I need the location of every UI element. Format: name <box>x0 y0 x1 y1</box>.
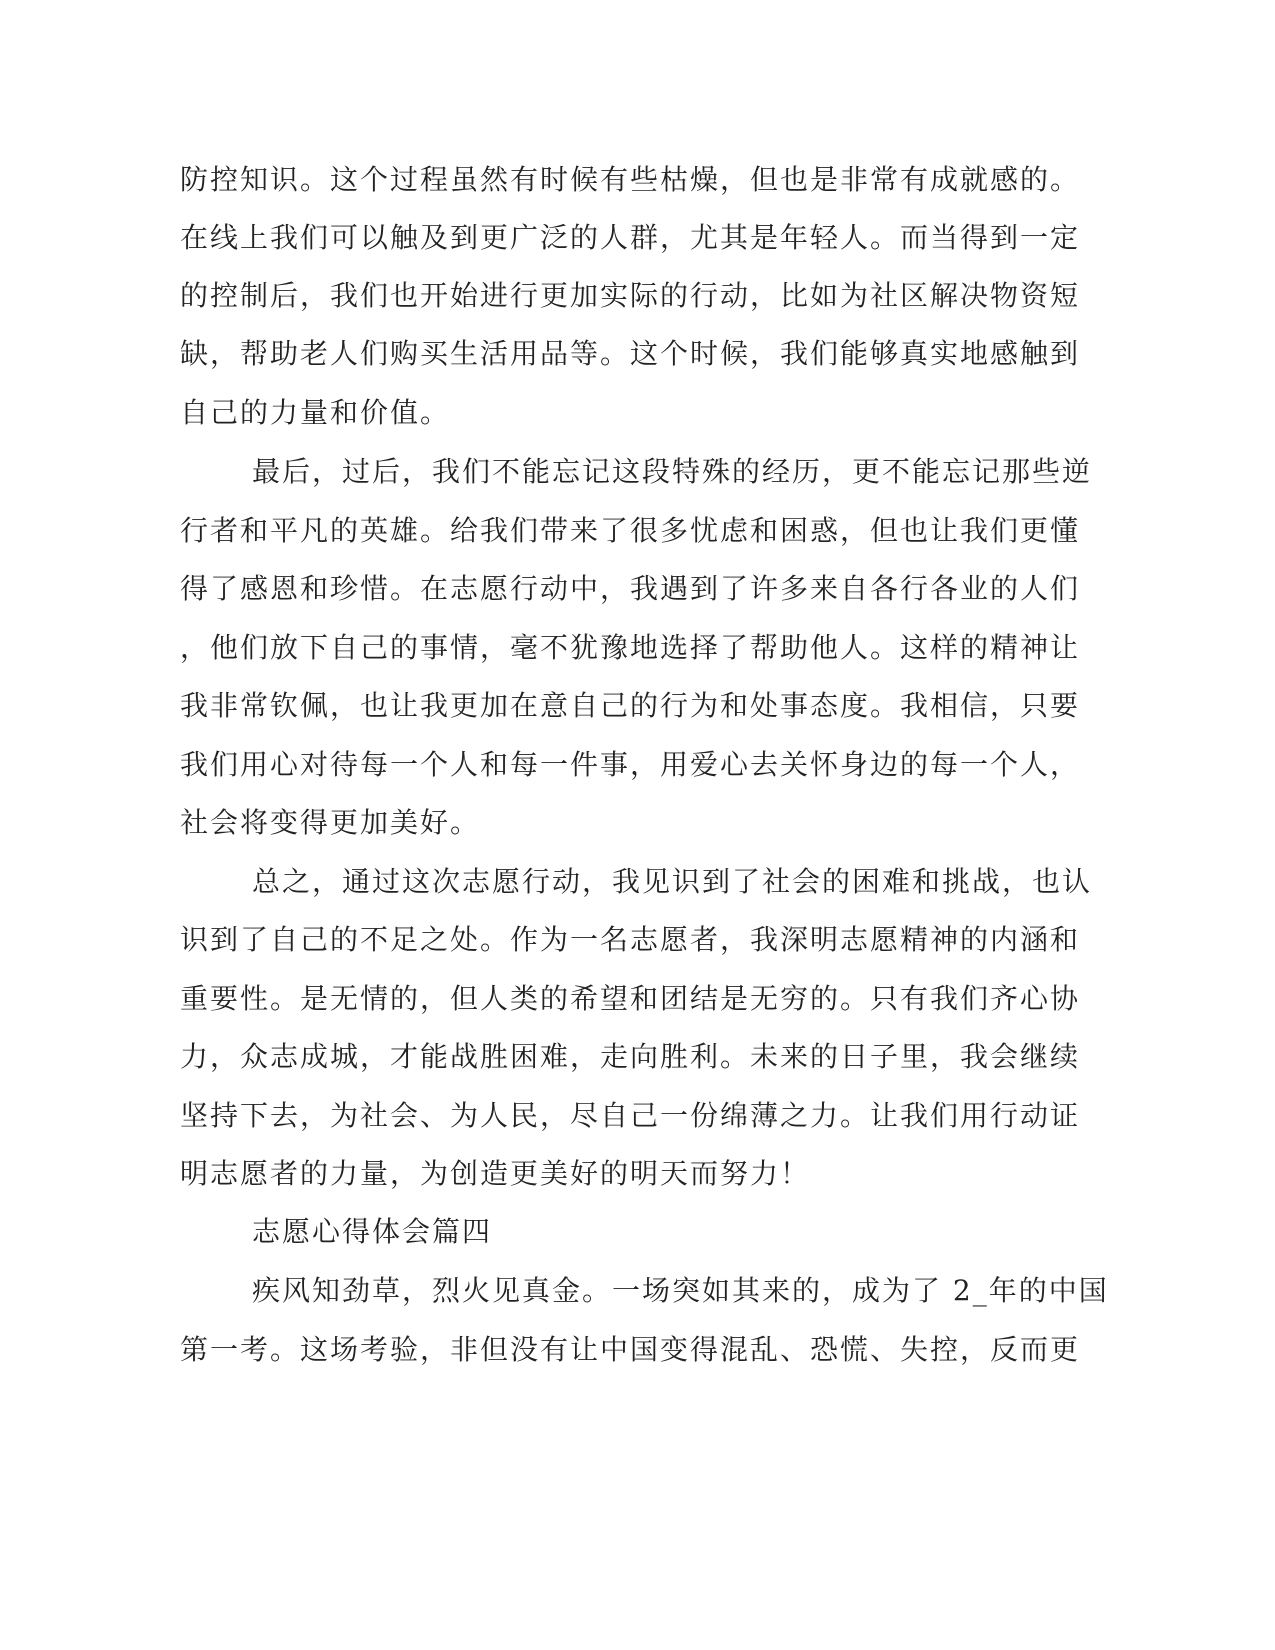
paragraph-line: ，他们放下自己的事情，毫不犹豫地选择了帮助他人。这样的精神让 <box>180 631 1081 664</box>
paragraph-line: 社会将变得更加美好。 <box>180 806 481 839</box>
paragraph-line: 坚持下去，为社会、为人民，尽自己一份绵薄之力。让我们用行动证 <box>180 1099 1081 1132</box>
paragraph-line: 得了感恩和珍惜。在志愿行动中，我遇到了许多来自各行各业的人们 <box>180 572 1081 605</box>
paragraph-line: 我们用心对待每一个人和每一件事，用爱心去关怀身边的每一个人， <box>180 748 1081 781</box>
paragraph-line: 自己的力量和价值。 <box>180 396 451 429</box>
paragraph-line: 缺，帮助老人们购买生活用品等。这个时候，我们能够真实地感触到 <box>180 337 1081 370</box>
paragraph-line: 明志愿者的力量，为创造更美好的明天而努力！ <box>180 1157 811 1190</box>
paragraph-line: 最后，过后，我们不能忘记这段特殊的经历，更不能忘记那些逆 <box>252 455 1093 488</box>
paragraph-line: 行者和平凡的英雄。给我们带来了很多忧虑和困惑，但也让我们更懂 <box>180 514 1081 547</box>
paragraph-line: 识到了自己的不足之处。作为一名志愿者，我深明志愿精神的内涵和 <box>180 923 1081 956</box>
paragraph-line: 的控制后，我们也开始进行更加实际的行动，比如为社区解决物资短 <box>180 279 1081 312</box>
paragraph-line: 力，众志成城，才能战胜困难，走向胜利。未来的日子里，我会继续 <box>180 1040 1081 1073</box>
paragraph-line: 防控知识。这个过程虽然有时候有些枯燥，但也是非常有成就感的。 <box>180 163 1081 196</box>
paragraph-line: 在线上我们可以触及到更广泛的人群，尤其是年轻人。而当得到一定 <box>180 221 1081 254</box>
paragraph-line: 总之，通过这次志愿行动，我见识到了社会的困难和挑战，也认 <box>252 865 1093 898</box>
paragraph-line: 第一考。这场考验，非但没有让中国变得混乱、恐慌、失控，反而更 <box>180 1333 1081 1366</box>
paragraph-line: 疾风知劲草，烈火见真金。一场突如其来的，成为了 2_年的中国 <box>252 1274 1109 1307</box>
paragraph-line: 我非常钦佩，也让我更加在意自己的行为和处事态度。我相信，只要 <box>180 689 1081 722</box>
paragraph-line: 重要性。是无情的，但人类的希望和团结是无穷的。只有我们齐心协 <box>180 982 1081 1015</box>
section-heading: 志愿心得体会篇四 <box>252 1215 493 1248</box>
